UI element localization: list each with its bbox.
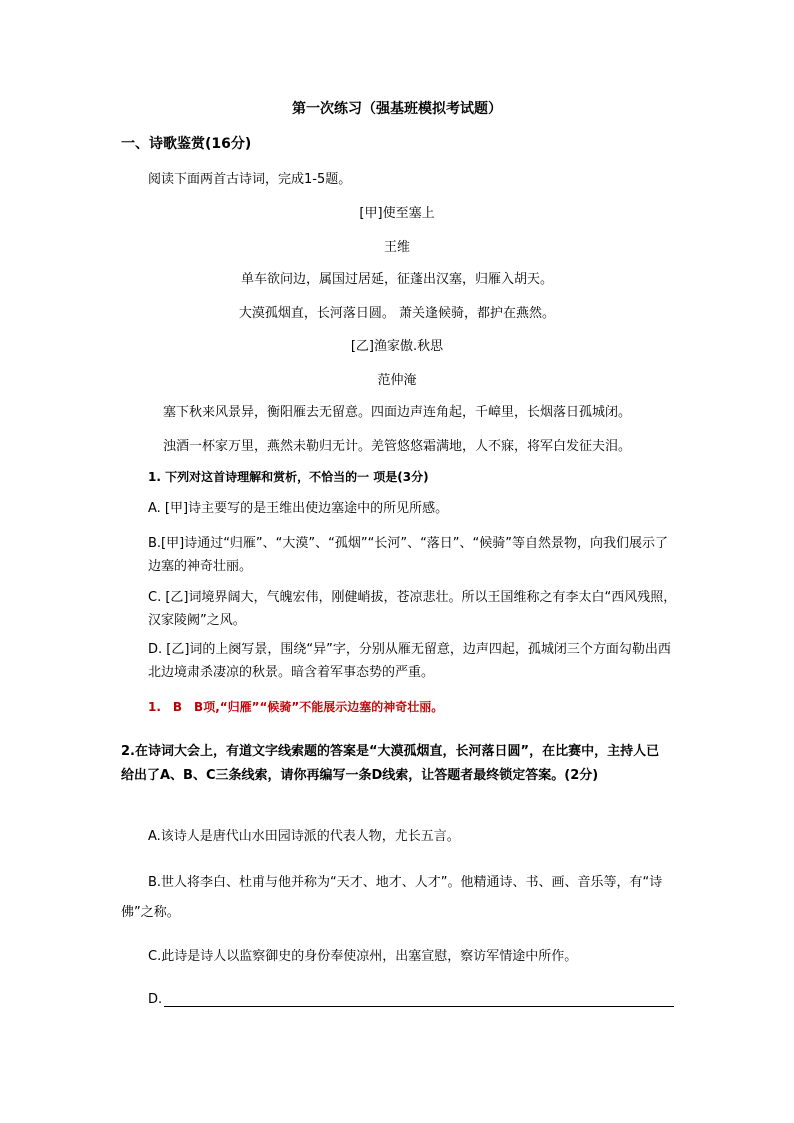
poem1-author: 王维 <box>383 240 410 255</box>
question1-option-b: B.[甲]诗通过“归雁”、“大漠”、“孤烟”“长河”、“落日”、“候骑”等自然景物，向我们展示了边塞的神奇壮丽。 <box>148 536 669 574</box>
poem1-line: 大漠孤烟直，长河落日圆。 萧关逢候骑，都护在燕然。 <box>238 306 556 321</box>
section-heading: 一、诗歌鉴赏(16分) <box>121 136 252 152</box>
poem1-line: 单车欲问边，属国过居延，征蓬出汉塞，归雁入胡天。 <box>240 272 553 287</box>
answer-blank-line[interactable] <box>164 1006 674 1007</box>
question1-answer: 1. B B项,“归雁”“候骑”不能展示边塞的神奇壮丽。 <box>148 700 444 714</box>
poem2-title: [乙]渔家傲.秋思 <box>350 339 444 354</box>
question2-blank-label: D. <box>148 992 163 1007</box>
question1-stem: 1. 下列对这首诗理解和赏析，不恰当的一 项是(3分) <box>148 470 429 484</box>
question1-option-a: A. [甲]诗主要写的是王维出使边塞途中的所见所感。 <box>148 501 449 516</box>
question2-clue-b: B.世人将李白、杜甫与他并称为“天才、地才、人才”。他精通诗、书、画、音乐等，有“诗佛”之称。 <box>121 875 663 920</box>
poem2-author: 范仲淹 <box>377 373 417 388</box>
question1-option-d: D. [乙]词的上阕写景，围绕“异”字，分别从雁无留意，边声四起，孤城闭三个方面勾勒出西北边境肃杀凄凉的秋景。暗含着军事态势的严重。 <box>148 642 671 680</box>
question2-clue-a: A.该诗人是唐代山水田园诗派的代表人物，尤长五言。 <box>148 829 460 844</box>
page-title: 第一次练习（强基班模拟考试题） <box>292 101 502 117</box>
question2-clue-c: C.此诗是诗人以监察御史的身份奉使凉州，出塞宣慰，察访军情途中所作。 <box>148 949 578 964</box>
question2-stem: 2.在诗词大会上，有道文字线索题的答案是“大漠孤烟直，长河落日圆”，在比赛中，主持人已给出了A、B、C三条线索，请你再编写一条D线索，让答题者最终锁定答案。(2分) <box>121 744 660 783</box>
question1-option-c: C. [乙]词境界阔大，气魄宏伟，刚健峭拔，苍凉悲壮。所以王国维称之有李太白“西风残照，汉家陵阙”之风。 <box>148 590 677 628</box>
poem2-line: 塞下秋来风景异，衡阳雁去无留意。四面边声连角起，千嶂里，长烟落日孤城闭。 <box>162 405 631 420</box>
poem1-title: [甲]使至塞上 <box>359 206 435 221</box>
poem2-line: 浊酒一杯家万里，燕然未勒归无计。羌管悠悠霜满地，人不寐，将军白发征夫泪。 <box>162 439 631 454</box>
instruction-text: 阅读下面两首古诗词，完成1-5题。 <box>148 172 352 187</box>
